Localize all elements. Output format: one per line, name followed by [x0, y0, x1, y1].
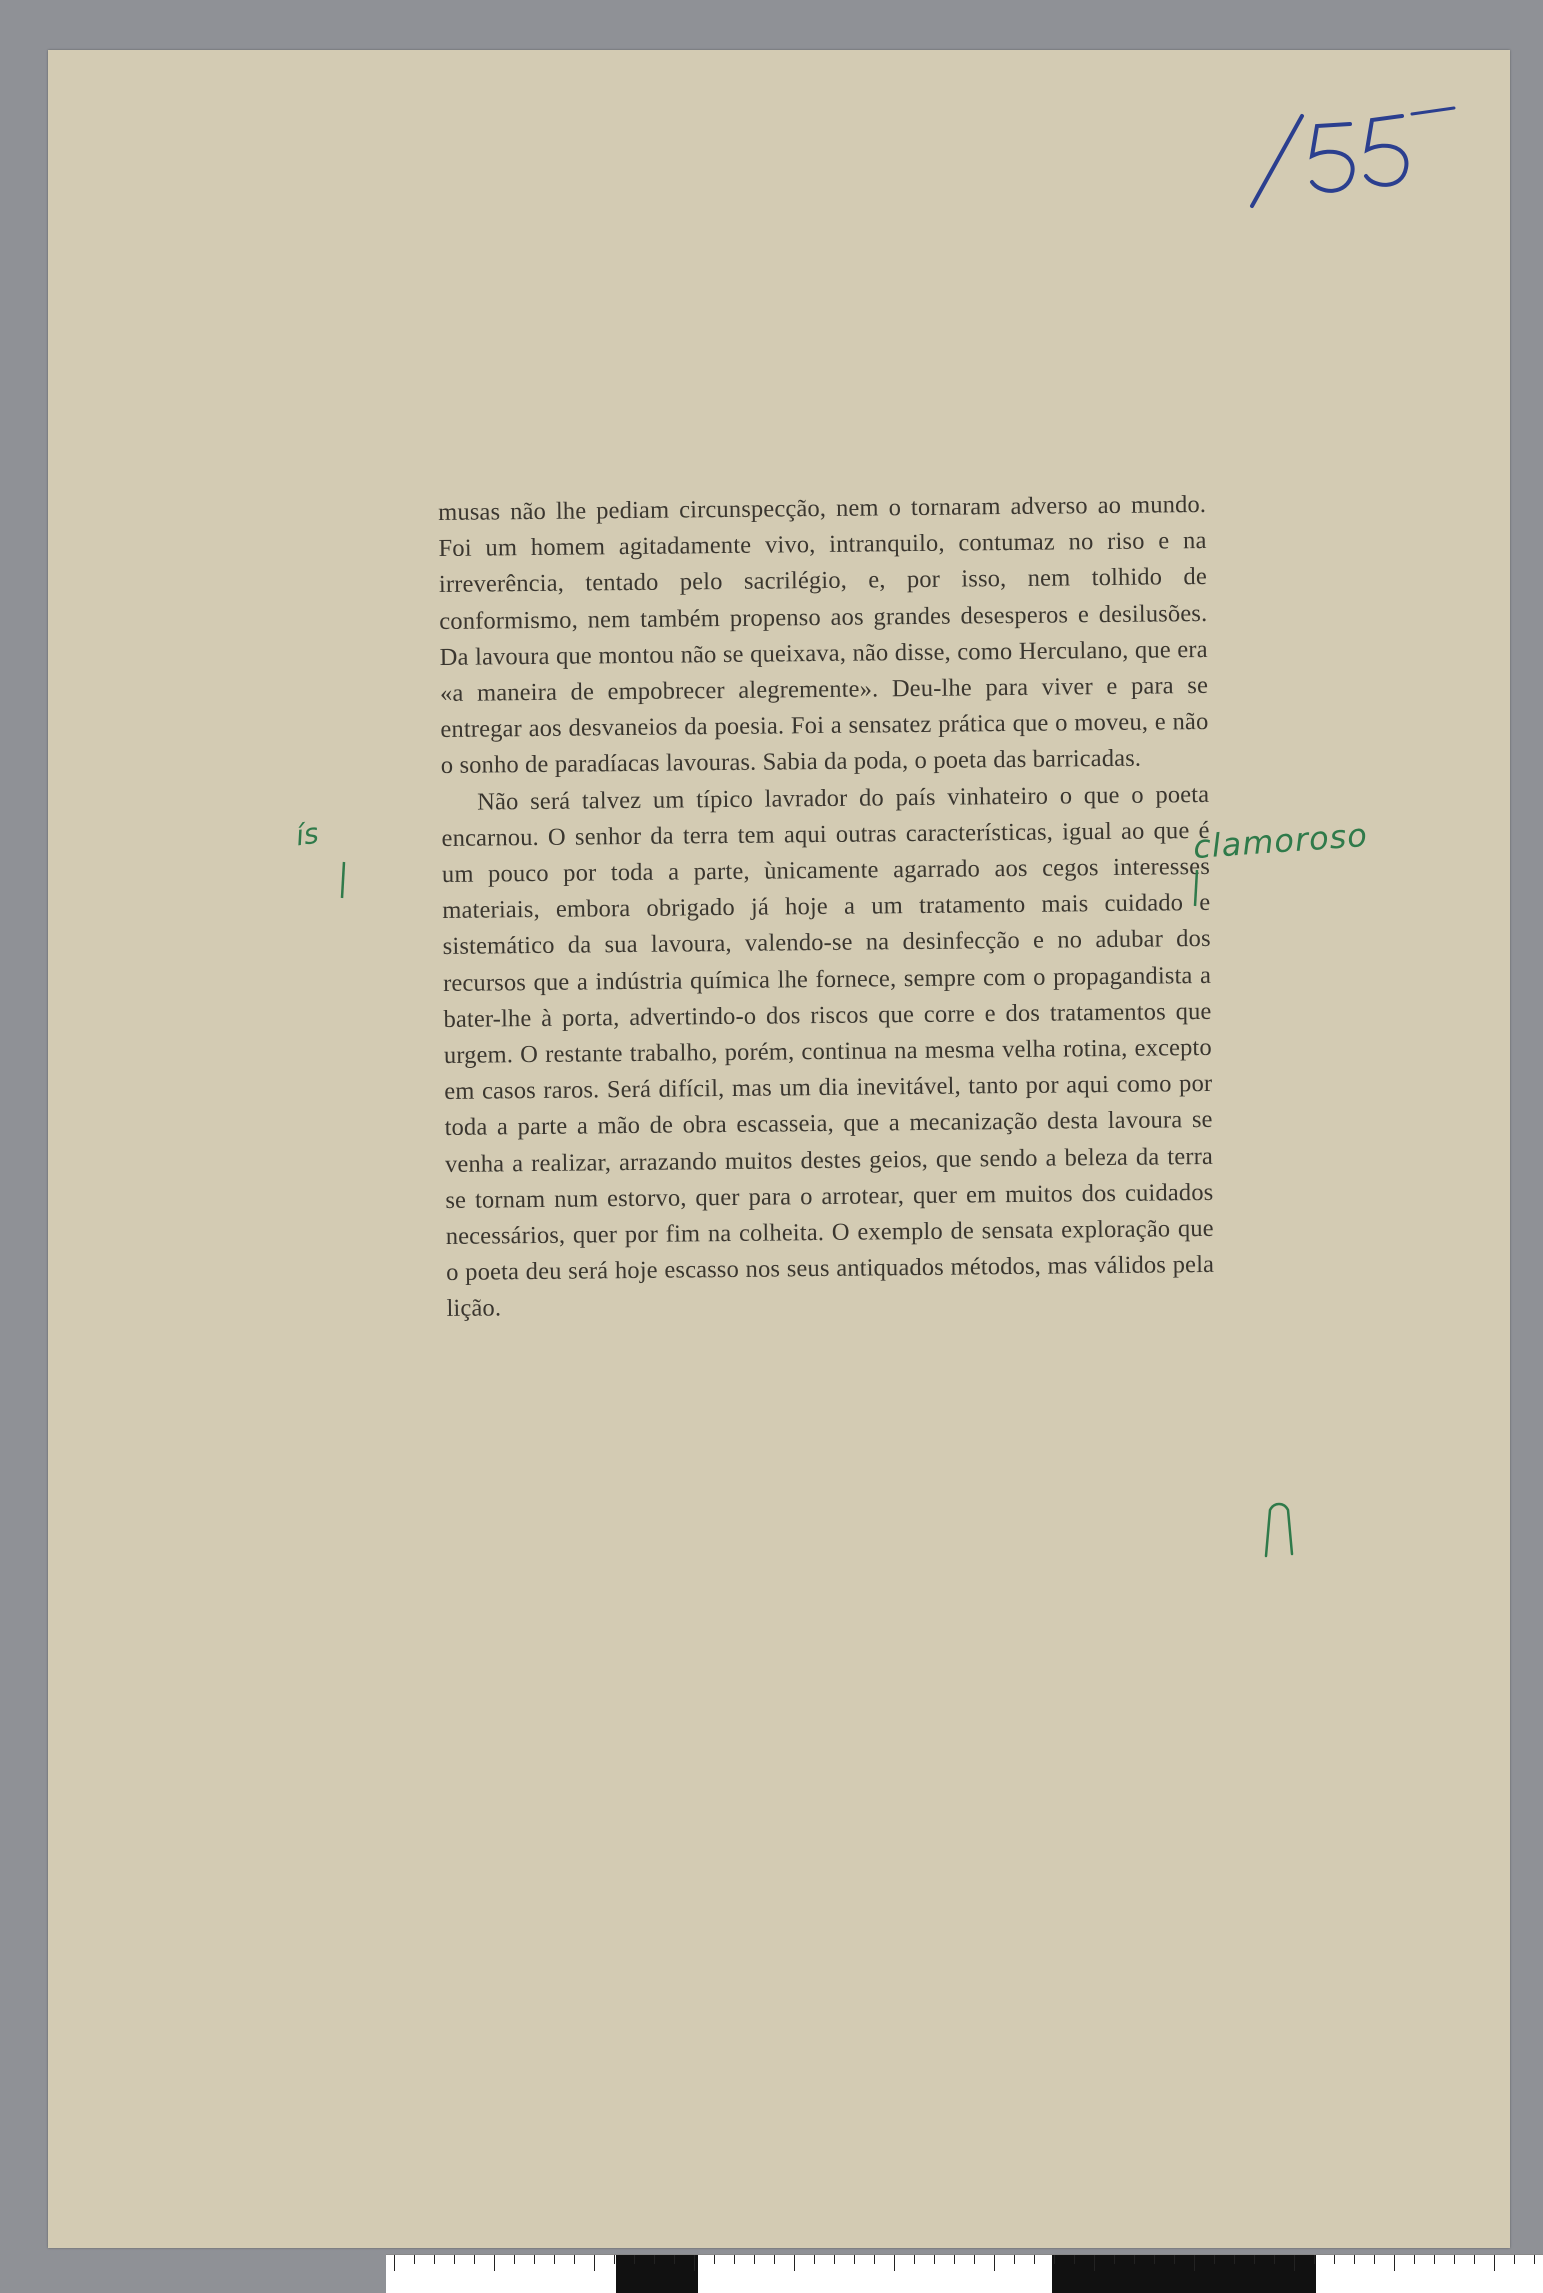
scale-tick: [1394, 2255, 1395, 2271]
paragraph-1: musas não lhe pediam circunspecção, nem o tornaram adverso ao mundo. Foi um homem agitadamente vivo, intranquilo, contumaz no riso e na irreverência, tentado pelo sacrilégio, e, por isso, nem tolhido de conformismo, nem também propenso aos grandes desesperos e desilusões. Da lavoura que montou não se queixava, não disse, como Herculano, que era «a maneira de empobrecer alegremente». Deu-lhe para viver e para se entregar aos desvaneios da poesia. Foi a sensatez prática que o moveu, e não o sonho de paradíacas lavouras. Sabia da poda, o poeta das barricadas.: [438, 490, 1209, 780]
handwritten-page-number: [1232, 96, 1462, 216]
scale-tick: [974, 2255, 975, 2264]
scale-tick: [754, 2255, 755, 2264]
scale-tick: [1514, 2255, 1515, 2264]
end-mark: [1260, 1498, 1300, 1558]
scale-tick: [874, 2255, 875, 2264]
scale-tick: [794, 2255, 795, 2271]
scale-tick: [654, 2255, 655, 2264]
scale-tick: [1234, 2255, 1235, 2264]
scale-tick: [1074, 2255, 1075, 2264]
scale-tick: [1054, 2255, 1055, 2264]
scale-tick: [554, 2255, 555, 2264]
scale-tick: [854, 2255, 855, 2264]
scale-tick: [1474, 2255, 1475, 2264]
scale-tick: [1534, 2255, 1535, 2264]
scale-tick: [994, 2255, 995, 2271]
scale-tick: [1354, 2255, 1355, 2264]
scale-tick: [414, 2255, 415, 2264]
scale-tick: [534, 2255, 535, 2264]
color-scale-bar: [386, 2254, 1543, 2293]
scale-tick: [1454, 2255, 1455, 2264]
scale-tick: [694, 2255, 695, 2271]
scale-tick: [574, 2255, 575, 2264]
scale-tick: [454, 2255, 455, 2264]
scale-tick: [734, 2255, 735, 2264]
scale-tick: [1434, 2255, 1435, 2264]
scale-tick: [1034, 2255, 1035, 2264]
scale-segment-dark: [1052, 2255, 1316, 2293]
scale-tick: [1254, 2255, 1255, 2264]
correction-bar-left: [338, 860, 350, 900]
scale-tick: [434, 2255, 435, 2264]
scale-tick: [1154, 2255, 1155, 2264]
scale-tick: [514, 2255, 515, 2264]
scale-tick: [1274, 2255, 1275, 2264]
margin-note-right: clamoroso: [1191, 815, 1369, 867]
scale-tick: [634, 2255, 635, 2264]
scale-tick: [1134, 2255, 1135, 2264]
margin-note-left: ís: [293, 816, 321, 853]
scale-tick: [1014, 2255, 1015, 2264]
scale-tick: [814, 2255, 815, 2264]
scale-tick: [394, 2255, 395, 2271]
scale-tick: [1114, 2255, 1115, 2264]
scale-tick: [494, 2255, 495, 2271]
page-number-drawing: [1232, 96, 1462, 216]
scale-tick: [1494, 2255, 1495, 2271]
scale-tick: [1314, 2255, 1315, 2264]
body-text: [438, 487, 1215, 1328]
scale-tick: [774, 2255, 775, 2264]
scale-tick: [594, 2255, 595, 2271]
scale-tick: [914, 2255, 915, 2264]
scale-tick: [894, 2255, 895, 2271]
scale-tick: [1214, 2255, 1215, 2264]
scale-tick: [1334, 2255, 1335, 2264]
scale-segment-dark: [616, 2255, 698, 2293]
scale-tick: [674, 2255, 675, 2264]
scale-tick: [614, 2255, 615, 2264]
correction-bar-right: [1190, 868, 1202, 908]
scale-tick: [954, 2255, 955, 2264]
scale-tick: [1094, 2255, 1095, 2271]
paragraph-2: Não será talvez um típico lavrador do país vinhateiro o que o poeta encarnou. O senhor da terra tem aqui outras características, igual ao que é um pouco por toda a parte, ùnicamente agarrado aos cegos interesses materiais, embora obrigado já hoje a um tratamento mais cuidado e sistemático da sua lavoura, valendo-se na desinfecção e no adubar dos recursos que a indústria química lhe fornece, sempre com o propagandista a bater-lhe à porta, advertindo-o dos riscos que corre e dos tratamentos que urgem. O restante trabalho, porém, continua na mesma velha rotina, excepto em casos raros. Será difícil, mas um dia inevitável, tanto por aqui como por toda a parte a mão de obra escasseia, que a mecanização desta lavoura se venha a realizar, arrazando muitos destes geios, que sendo a beleza da terra se tornam num estorvo, quer para o arrotear, quer em muitos dos cuidados necessários, quer por fim na colheita. O exemplo de sensata exploração que o poeta deu será hoje escasso nos seus antiquados métodos, mas válidos pela lição.: [441, 780, 1215, 1323]
scale-tick: [1294, 2255, 1295, 2271]
scale-tick: [1414, 2255, 1415, 2264]
scale-tick: [1374, 2255, 1375, 2264]
document-page: [48, 50, 1510, 2248]
scale-tick: [1194, 2255, 1195, 2271]
scale-tick: [834, 2255, 835, 2264]
scale-tick: [1174, 2255, 1175, 2264]
scale-tick: [934, 2255, 935, 2264]
scale-tick: [714, 2255, 715, 2264]
scale-tick: [474, 2255, 475, 2264]
